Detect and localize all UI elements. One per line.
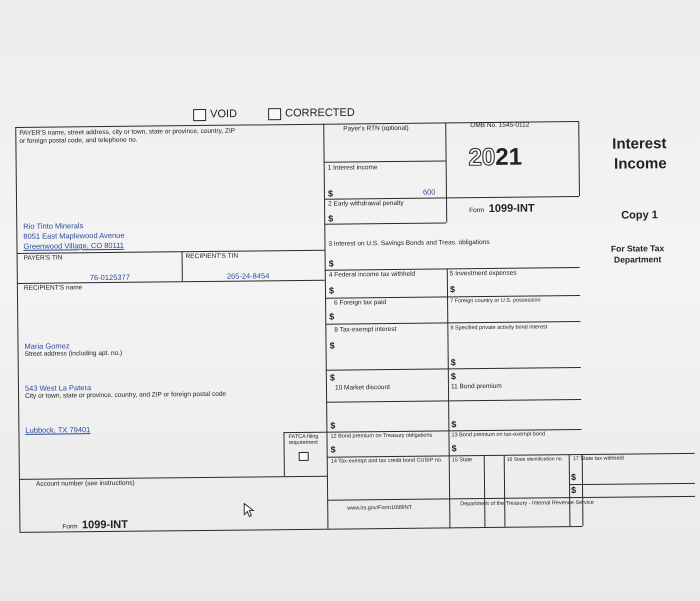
- left-column-divider: [323, 124, 328, 529]
- recipient-name-label: RECIPIENT'S name: [23, 284, 83, 292]
- box12-dollar: $: [330, 444, 336, 455]
- payer-city[interactable]: Greenwood Village, CO 80111: [23, 240, 125, 251]
- box3-label: 3 Interest on U.S. Savings Bonds and Treas. obligations: [328, 238, 490, 248]
- box17-dollar-1: $: [570, 472, 576, 483]
- box17-dollar-2: $: [571, 485, 577, 496]
- box2-bottom: [324, 222, 446, 224]
- form-name-header: [469, 200, 535, 217]
- copy-for-line1: For State Tax: [610, 243, 665, 254]
- box17-label: 17 State tax withheld: [572, 455, 624, 463]
- box6-label: 6 Foreign tax paid: [334, 299, 387, 307]
- recipient-street[interactable]: 543 West La Patera: [24, 383, 92, 393]
- recipient-tin[interactable]: 265-24-8454: [226, 271, 270, 281]
- form-label: Form: [469, 207, 485, 215]
- year-prefix: 20: [468, 143, 496, 172]
- corrected-checkbox-box[interactable]: [268, 108, 281, 120]
- box5-column-divider: [447, 268, 451, 528]
- form-1099-int: [10, 98, 700, 535]
- box9-label: 9 Specified private activity bond interest: [450, 324, 548, 332]
- box2-dollar: $: [328, 213, 334, 224]
- box11-dollar-top: $: [450, 371, 456, 382]
- box15-label: 15 State: [451, 457, 473, 464]
- box12-label: 12 Bond premium on Treasury obligations: [330, 432, 433, 440]
- corrected-label: CORRECTED: [285, 106, 355, 120]
- box1-dollar: $: [327, 188, 334, 199]
- payer-street[interactable]: 8051 East Maplewood Avenue: [23, 230, 125, 241]
- box10-dollar: $: [329, 372, 335, 383]
- box1-label: 1 Interest income: [327, 164, 378, 172]
- box15-divider: [484, 455, 486, 527]
- recipient-street-label: Street address (including apt. no.): [24, 349, 123, 358]
- footer-form-label: Form: [62, 523, 78, 531]
- right-border-bottom: [582, 454, 584, 526]
- recipient-city[interactable]: Lubbock, TX 79401: [25, 425, 91, 435]
- void-label: VOID: [210, 107, 238, 121]
- box7-label: 7 Foreign country or U.S. possession: [450, 297, 541, 305]
- corrected-checkbox[interactable]: [268, 107, 355, 120]
- box6-dollar: $: [329, 311, 335, 322]
- footer-dept: Department of the Treasury - Internal Revenue Service: [460, 499, 594, 508]
- box8-dollar: $: [329, 340, 335, 351]
- tax-year: [468, 145, 522, 171]
- box1-value[interactable]: 600: [422, 187, 436, 197]
- box11-label: 11 Bond premium: [450, 382, 502, 391]
- box17-mid: [569, 483, 695, 486]
- fatca-checkbox[interactable]: [299, 449, 313, 466]
- box2-label: 2 Early withdrawal penalty: [328, 199, 404, 208]
- footer-form-number: 1099-INT: [81, 518, 128, 532]
- void-checkbox-box[interactable]: [193, 109, 206, 121]
- fatca-divider: [283, 432, 285, 476]
- form-number: 1099-INT: [488, 202, 535, 215]
- box16-divider: [504, 455, 506, 527]
- box14-label: 14 Tax-exempt and tax credit bond CUSIP no.: [330, 457, 443, 465]
- box16-label: 16 State identification no.: [506, 456, 563, 463]
- cursor-icon: [242, 502, 256, 518]
- payer-tin[interactable]: 76-0125377: [89, 272, 130, 283]
- box5-label: 5 Investment expenses: [449, 269, 517, 278]
- box3-dollar: $: [328, 258, 334, 269]
- right-border-top: [578, 121, 580, 196]
- recipient-tin-label: RECIPIENT'S TIN: [185, 252, 239, 261]
- year-suffix: 21: [495, 143, 523, 171]
- title-interest: Interest: [612, 135, 667, 153]
- box13-dollar: $: [451, 443, 457, 454]
- payer-label: PAYER'S name, street address, city or town, state or province, country, ZIP: [19, 127, 236, 137]
- recipient-name[interactable]: Maria Gomez: [24, 341, 70, 351]
- payer-label-2: or foreign postal code, and telephone no.: [19, 136, 138, 145]
- payer-tin-label: PAYER'S TIN: [23, 254, 63, 262]
- box13-dollar-top: $: [451, 419, 457, 430]
- box8-label: 8 Tax-exempt interest: [334, 325, 397, 334]
- omb-number: OMB No. 1545-0112: [470, 121, 530, 130]
- box13-label: 13 Bond premium on tax-exempt bond: [451, 431, 546, 439]
- payer-name[interactable]: Rio Tinto Minerals: [23, 221, 84, 231]
- copy-label: Copy 1: [621, 209, 658, 222]
- box10-label: 10 Market discount: [334, 384, 390, 392]
- account-label: Account number (see instructions): [35, 479, 135, 488]
- box11-dollar: $: [330, 420, 336, 431]
- recipient-city-label: City or town, state or province, country, and ZIP or foreign postal code: [25, 390, 227, 400]
- omb-column-divider: [445, 122, 447, 222]
- box5-dollar: $: [449, 284, 456, 295]
- box17-bottom: [569, 496, 695, 499]
- box4-label: 4 Federal income tax withheld: [328, 270, 416, 279]
- fatca-checkbox-box[interactable]: [299, 452, 309, 461]
- box9-dollar: $: [450, 357, 456, 368]
- box4-dollar: $: [328, 285, 335, 296]
- box10-bottom: [326, 399, 581, 403]
- rtn-bottom: [324, 160, 446, 162]
- left-border: [15, 127, 20, 532]
- footer-url: www.irs.gov/Form1099INT: [347, 504, 413, 512]
- footer-form: [62, 516, 128, 533]
- rtn-label: Payer's RTN (optional): [343, 124, 409, 133]
- fatca-label: FATCA filing requirement: [288, 433, 319, 446]
- tin-divider: [182, 251, 184, 281]
- title-income: Income: [614, 155, 667, 173]
- copy-for-line2: Department: [613, 254, 662, 265]
- void-checkbox[interactable]: [193, 109, 237, 121]
